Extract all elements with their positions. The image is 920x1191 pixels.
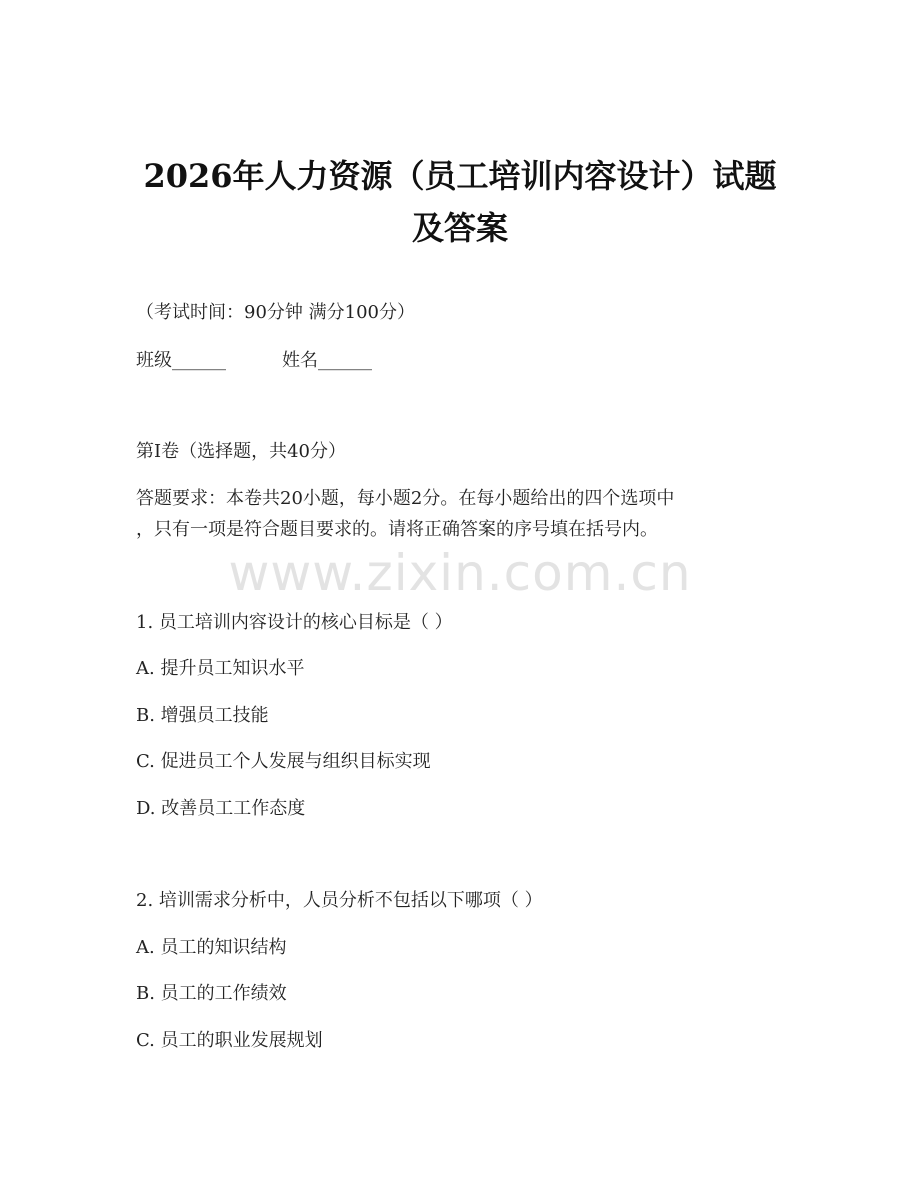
question-1-option-b: B. 增强员工技能 <box>136 705 269 726</box>
instructions-line-2: ，只有一项是符合题目要求的。请将正确答案的序号填在括号内。 <box>136 519 658 540</box>
class-field: 班级______ <box>136 350 226 371</box>
exam-info: （考试时间：90分钟 满分100分） <box>136 302 415 323</box>
question-2-option-a: A. 员工的知识结构 <box>136 937 287 958</box>
question-1-option-c: C. 促进员工个人发展与组织目标实现 <box>136 751 431 772</box>
section-title: 第I卷（选择题，共40分） <box>136 441 347 462</box>
question-1-option-d: D. 改善员工工作态度 <box>136 798 306 819</box>
instructions-line-1: 答题要求：本卷共20小题，每小题2分。在每小题给出的四个选项中 <box>136 488 675 509</box>
question-2-stem: 2. 培训需求分析中，人员分析不包括以下哪项（ ） <box>136 890 543 911</box>
question-1-option-a: A. 提升员工知识水平 <box>136 658 305 679</box>
question-1-stem: 1. 员工培训内容设计的核心目标是（ ） <box>136 612 453 633</box>
watermark: www.zixin.com.cn <box>228 544 692 602</box>
question-2-option-c: C. 员工的职业发展规划 <box>136 1030 323 1051</box>
student-info-row <box>136 352 372 370</box>
document-title-continued: 及答案 <box>411 209 508 247</box>
document-title: 2026年人力资源（员工培训内容设计）试题 <box>143 157 777 195</box>
name-field: 姓名______ <box>282 350 372 371</box>
question-2-option-b: B. 员工的工作绩效 <box>136 983 287 1004</box>
